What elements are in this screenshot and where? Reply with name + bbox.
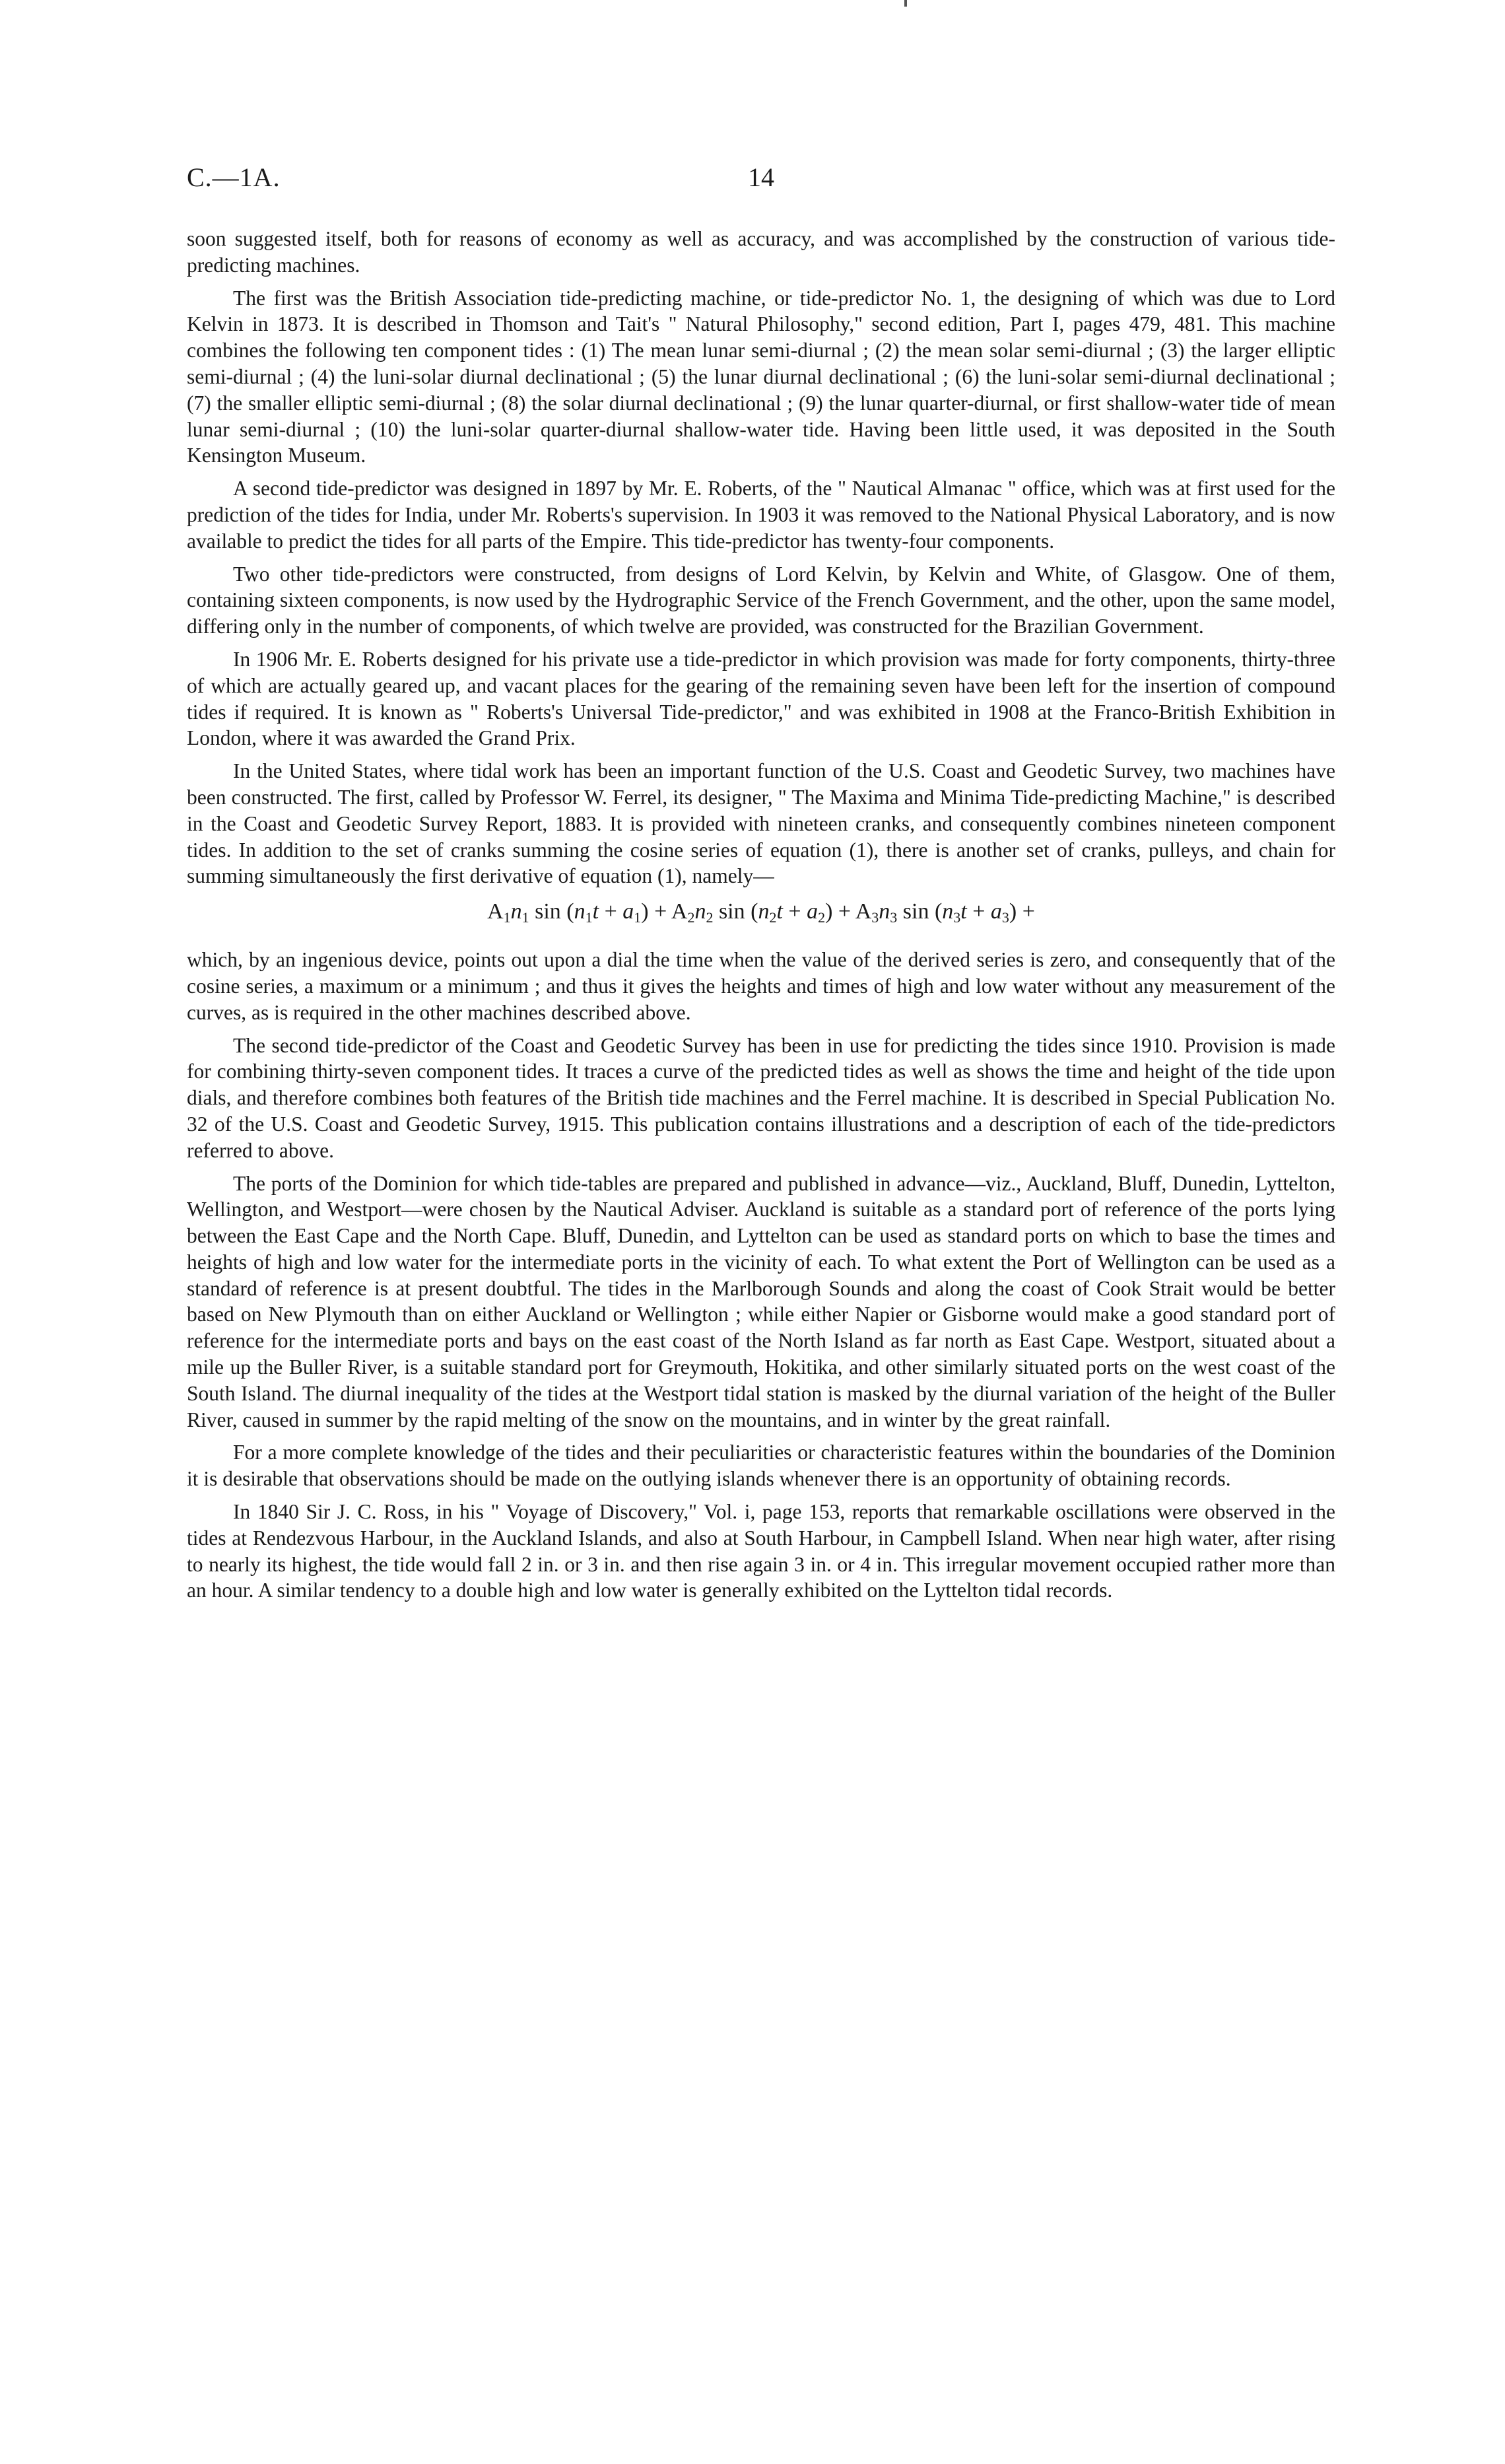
paragraph: The ports of the Dominion for which tide-tables are prepared and published in advance—viz., Auckland, Bluff, Dunedin, Lyttelton, Wellington, and Westport—were chosen by the Nautical Adviser. Auckland is suitable as a standard port of reference of the ports lying between the East Cape and the North Cape. Bluff, Dunedin, and Lyttelton can be used as standard ports on which to base the times and heights of high and low water for the intermediate ports in the vicinity of each. To what extent the Port of Wellington can be used as a standard of reference is at present doubtful. The tides in the Marlborough Sounds and along the coast of Cook Strait would be better based on New Plymouth than on either Auckland or Wellington ; while either Napier or Gisborne would make a good standard port of reference for the intermediate ports and bays on the east coast of the North Island as far north as East Cape. Westport, situated about a mile up the Buller River, is a suitable standard port for Greymouth, Hokitika, and other similarly situated ports on the west coast of the South Island. The diurnal inequality of the tides at the Westport tidal station is masked by the diurnal variation of the height of the Buller River, caused in summer by the rapid melting of the snow on the mountains, and in winter by the great rainfall.	[187, 1171, 1335, 1431]
eq-function: sin (	[897, 899, 943, 924]
eq-subscript: 3	[871, 909, 879, 926]
eq-term: A	[671, 899, 688, 924]
eq-subscript: 1	[634, 909, 642, 926]
eq-subscript: 2	[687, 909, 695, 926]
paragraph: which, by an ingenious device, points out upon a dial the time when the value of the derived series is zero, and consequently that of the cosine series, a maximum or a minimum ; and thus it gives the heights and times of high and low water without any measurement of the curves, as is required in the other machines described above.	[187, 948, 1335, 1024]
body-text	[187, 226, 1335, 1610]
eq-term: A	[487, 899, 504, 924]
paragraph: The first was the British Association tide-predicting machine, or tide-predictor No. 1, the designing of which was due to Lord Kelvin in 1873. It is described in Thomson and Tait's " Natural Philosophy," second edition, Part I, pages 479, 481. This machine combines the following ten component tides : (1) The mean lunar semi-diurnal ; (2) the mean solar semi-diurnal ; (3) the larger elliptic semi-diurnal ; (4) the luni-solar diurnal declinational ; (5) the lunar diurnal declinational ; (6) the luni-solar semi-diurnal declinational ; (7) the smaller elliptic semi-diurnal ; (8) the solar diurnal declinational ; (9) the lunar quarter-diurnal, or first shallow-water tide of mean lunar semi-diurnal ; (10) the luni-solar quarter-diurnal shallow-water tide. Having been little used, it was deposited in the South Kensington Museum.	[187, 286, 1335, 467]
eq-variable: a	[990, 899, 1002, 924]
eq-variable: n	[879, 899, 890, 924]
eq-variable: t	[592, 899, 599, 924]
eq-variable: t	[960, 899, 967, 924]
eq-subscript: 1	[521, 909, 529, 926]
page-number: 14	[748, 162, 774, 192]
paragraph: The second tide-predictor of the Coast and Geodetic Survey has been in use for predicting the tides since 1910. Provision is made for combining thirty-seven component tides. It traces a curve of the predicted tides as well as shows the time and height of the tide upon dials, and therefore combines both features of the British tide machines and the Ferrel machine. It is described in Special Publication No. 32 of the U.S. Coast and Geodetic Survey, 1915. This publication contains illustrations and a description of each of the tide-predictors referred to above.	[187, 1033, 1335, 1162]
eq-variable: n	[694, 899, 706, 924]
eq-subscript: 3	[1001, 909, 1009, 926]
paragraph: In the United States, where tidal work has been an important function of the U.S. Coast and Geodetic Survey, two machines have been constructed. The first, called by Professor W. Ferrel, its designer, " The Maxima and Minima Tide-predicting Machine," is described in the Coast and Geodetic Survey Report, 1883. It is provided with nineteen cranks, and consequently combines nineteen component tides. In addition to the set of cranks summing the cosine series of equation (1), there is another set of cranks, pulleys, and chain for summing simultaneously the first derivative of equation (1), namely—	[187, 759, 1335, 888]
eq-operator: +	[782, 899, 807, 924]
eq-subscript: 2	[706, 909, 714, 926]
paragraph: In 1840 Sir J. C. Ross, in his " Voyage of Discovery," Vol. i, page 153, reports that remarkable oscillations were observed in the tides at Rendezvous Harbour, in the Auckland Islands, and also at South Harbour, in Campbell Island. When near high water, after rising to nearly its highest, the tide would fall 2 in. or 3 in. and then rise again 3 in. or 4 in. This irregular movement occupied rather more than an hour. A similar tendency to a double high and low water is generally exhibited on the Lyttelton tidal records.	[187, 1500, 1335, 1602]
eq-variable: a	[807, 899, 819, 924]
eq-subscript: 2	[818, 909, 826, 926]
eq-variable: t	[776, 899, 783, 924]
eq-operator: +	[966, 899, 991, 924]
eq-subscript: 3	[953, 909, 961, 926]
eq-subscript: 3	[890, 909, 898, 926]
eq-term: A	[855, 899, 872, 924]
document-reference: C.—1A.	[187, 162, 281, 192]
eq-subscript: 1	[503, 909, 511, 926]
eq-variable: a	[622, 899, 634, 924]
eq-variable: n	[510, 899, 522, 924]
eq-function: sin (	[529, 899, 574, 924]
paragraph: For a more complete knowledge of the tides and their peculiarities or characteristic features within the boundaries of the Dominion it is desirable that observations should be made on the outlying islands whenever there is an opportunity of obtaining records.	[187, 1441, 1335, 1491]
eq-operator: ) +	[825, 899, 855, 924]
eq-operator: ) +	[641, 899, 671, 924]
eq-operator: +	[599, 899, 623, 924]
eq-variable: n	[574, 899, 585, 924]
eq-subscript: 1	[585, 909, 593, 926]
eq-variable: n	[758, 899, 770, 924]
eq-subscript: 2	[769, 909, 777, 926]
eq-operator: ) +	[1009, 899, 1035, 924]
eq-variable: n	[942, 899, 954, 924]
paragraph: In 1906 Mr. E. Roberts designed for his private use a tide-predictor in which provision was made for forty components, thirty-three of which are actually geared up, and vacant places for the gearing of the remaining seven have been left for the insertion of compound tides if required. It is known as " Roberts's Universal Tide-predictor," and was exhibited in 1908 at the Franco-British Exhibition in London, where it was awarded the Grand Prix.	[187, 647, 1335, 750]
eq-function: sin (	[713, 899, 758, 924]
paragraph: soon suggested itself, both for reasons of economy as well as accuracy, and was accomplished by the construction of various tide-predicting machines.	[187, 227, 1335, 277]
scan-speck	[904, 0, 907, 7]
paragraph: A second tide-predictor was designed in 1897 by Mr. E. Roberts, of the " Nautical Almanac " office, which was at first used for the prediction of the tides for India, under Mr. Roberts's supervision. In 1903 it was removed to the National Physical Laboratory, and is now available to predict the tides for all parts of the Empire. This tide-predictor has twenty-four components.	[187, 477, 1335, 553]
page-header	[187, 162, 1335, 201]
derivative-equation	[187, 899, 1335, 931]
paragraph: Two other tide-predictors were constructed, from designs of Lord Kelvin, by Kelvin and White, of Glasgow. One of them, containing sixteen components, is now used by the Hydrographic Service of the French Government, and the other, upon the same model, differing only in the number of components, of which twelve are provided, was constructed for the Brazilian Government.	[187, 562, 1335, 638]
